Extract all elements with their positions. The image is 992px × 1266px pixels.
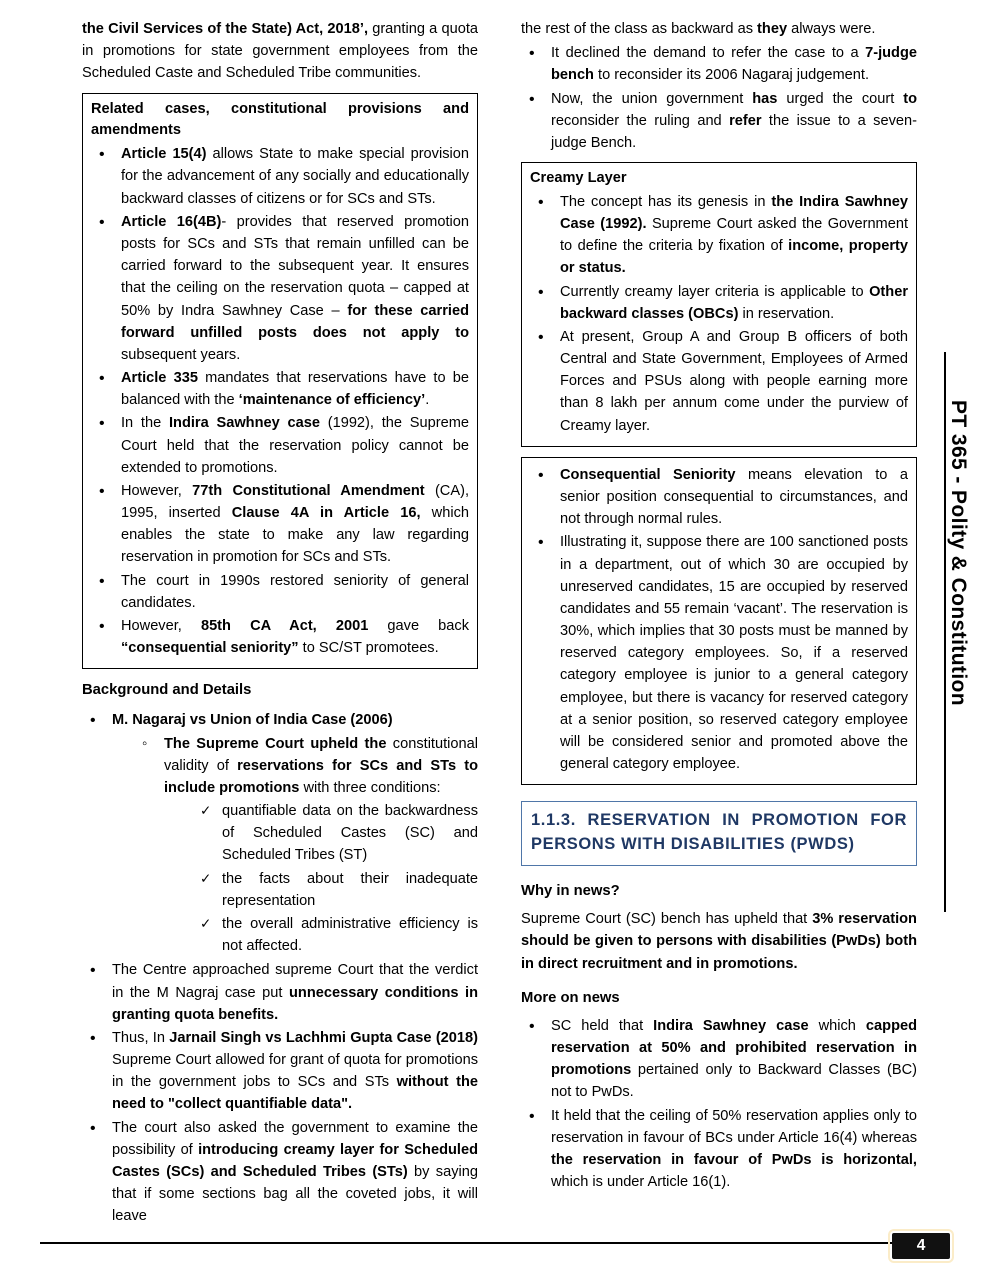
list-item xyxy=(521,1105,917,1194)
footer-rule xyxy=(40,1242,898,1244)
bullet-disc-icon xyxy=(99,480,115,504)
list-item xyxy=(521,88,917,155)
bullet-circle-icon xyxy=(142,733,158,756)
bullet-disc-icon xyxy=(99,615,115,639)
list-item xyxy=(192,800,478,867)
bullet-disc-icon xyxy=(99,412,115,436)
continued-paragraph-left: the Civil Services of the State) Act, 2018’, granting a quota in promotions for state government employees from the Scheduled Caste and Scheduled Tribe communities. xyxy=(82,21,478,82)
list-item-text: quantifiable data on the backwardness of Scheduled Castes (SC) and Scheduled Tribes (ST) xyxy=(222,803,478,864)
list-item xyxy=(91,480,469,569)
bullet-disc-icon xyxy=(538,191,554,215)
list-item xyxy=(91,412,469,479)
right-column xyxy=(521,18,917,1195)
list-item-text: Currently creamy layer criteria is applicable to Other backward classes (OBCs) in reservation. xyxy=(560,283,908,322)
bullet-disc-icon xyxy=(90,959,106,983)
why-in-news-body: Supreme Court (SC) bench has upheld that 3% reservation should be given to persons with disabilities (PwDs) both in direct recruitment and in promotions. xyxy=(521,911,917,972)
consequential-seniority-list xyxy=(530,464,908,775)
creamy-layer-box xyxy=(521,162,917,447)
background-list xyxy=(82,709,478,1227)
list-item-text: The concept has its genesis in the Indira Sawhney Case (1992). Supreme Court asked the Government to define the criteria by fixation of income, property or status. xyxy=(560,193,908,277)
background-heading: Background and Details xyxy=(82,682,252,699)
list-item xyxy=(192,868,478,912)
bullet-disc-icon xyxy=(529,88,545,112)
related-cases-box xyxy=(82,93,478,670)
related-cases-box-title: Related cases, constitutional provisions and amendments xyxy=(91,100,469,139)
list-item-text: It declined the demand to refer the case to a 7-judge bench to reconsider its 2006 Nagaraj judgement. xyxy=(551,45,917,84)
top-list-right xyxy=(521,42,917,154)
list-item xyxy=(192,913,478,957)
list-item xyxy=(530,281,908,325)
page-number-badge xyxy=(888,1229,954,1263)
list-item-text: M. Nagaraj vs Union of India Case (2006) xyxy=(112,712,393,729)
list-item-text: Consequential Seniority means elevation to a senior position consequential to circumstances, and not through normal rules. xyxy=(560,466,909,528)
more-on-news-list xyxy=(521,1015,917,1193)
bullet-disc-icon xyxy=(529,1015,545,1039)
bullet-disc-icon xyxy=(538,281,554,305)
left-column xyxy=(82,18,478,1229)
sidebar-label: PT 365 - Polity & Constitution xyxy=(947,400,970,707)
list-item xyxy=(82,1027,478,1116)
bullet-disc-icon xyxy=(90,709,106,733)
list-item-text: However, 85th CA Act, 2001 gave back “consequential seniority” to SC/ST promotees. xyxy=(121,617,469,657)
bullet-disc-icon xyxy=(529,1105,545,1129)
list-item-text: Article 335 mandates that reservations have to be balanced with the ‘maintenance of efficiency’. xyxy=(121,370,469,409)
section-number: 1.1.3. xyxy=(531,811,576,830)
list-item xyxy=(530,464,908,531)
checkmark-icon xyxy=(200,868,216,890)
list-item-text: Article 16(4B)- provides that reserved promotion posts for SCs and STs that remain unfilled can be carried forward to the subsequent year. It ensures that the ceiling on the reservation quota – capped at 50% by Indra Sawhney Case – for these carried forward unfilled posts does not apply to subsequent years. xyxy=(121,213,469,363)
bullet-disc-icon xyxy=(99,367,115,391)
bullet-disc-icon xyxy=(538,531,554,555)
two-column-body xyxy=(82,18,918,1229)
bullet-disc-icon xyxy=(90,1117,106,1141)
three-conditions-list xyxy=(164,800,478,957)
nagaraj-sublist xyxy=(112,733,478,958)
more-on-news-heading: More on news xyxy=(521,989,620,1006)
list-item-text: The court in 1990s restored seniority of general candidates. xyxy=(121,572,469,611)
list-item xyxy=(91,367,469,411)
continued-paragraph-right: the rest of the class as backward as they always were. xyxy=(521,21,876,37)
list-item xyxy=(530,191,908,280)
list-item xyxy=(82,1117,478,1228)
page-number-value: 4 xyxy=(892,1233,950,1259)
list-item xyxy=(91,615,469,659)
list-item xyxy=(91,143,469,210)
why-in-news-heading: Why in news? xyxy=(521,883,620,900)
list-item-text: At present, Group A and Group B officers of both Central and State Government, Employees of Armed Forces and PSUs along with people earning more than 8 lakh per annum come under the purview of Creamy layer. xyxy=(560,328,908,434)
list-item-text: Thus, In Jarnail Singh vs Lachhmi Gupta Case (2018) Supreme Court allowed for grant of quota for promotions in the government jobs to SCs and STs without the need to "collect quantifiable data". xyxy=(112,1029,479,1113)
list-item xyxy=(521,42,917,86)
list-item-text: Now, the union government has urged the court to reconsider the ruling and refer the issue to a seven-judge Bench. xyxy=(551,90,917,151)
list-item xyxy=(91,570,469,614)
bullet-disc-icon xyxy=(538,326,554,350)
list-item-text: The court also asked the government to examine the possibility of introducing creamy layer for Scheduled Castes (SCs) and Scheduled Tribes (STs) by saying that if some sections bag all the coveted jobs, it will leave xyxy=(112,1119,478,1225)
list-item-text: Article 15(4) allows State to make special provision for the advancement of any socially and educationally backward classes of citizens or for SCs and STs. xyxy=(121,146,469,207)
bullet-disc-icon xyxy=(529,42,545,66)
list-item xyxy=(82,959,478,1026)
list-item xyxy=(521,1015,917,1104)
bullet-disc-icon xyxy=(90,1027,106,1051)
list-item-text: In the Indira Sawhney case (1992), the Supreme Court held that the reservation policy cannot be extended to promotions. xyxy=(121,415,469,476)
list-item-text: Illustrating it, suppose there are 100 sanctioned posts in a department, out of which 30 are occupied by unreserved candidates, 15 are occupied by reserved candidates and 55 remain ‘vacant’. The reservation is 30%, which implies that 30 posts must be manned by reserved category employees. So, if a reserved category employee is junior to a general category employee, but there is vacancy for reserved category at a senior position, so reserved category employee will be considered senior and promoted above the general category employee. xyxy=(560,534,908,773)
list-item xyxy=(134,733,478,958)
bullet-disc-icon xyxy=(99,143,115,167)
list-item-text: the facts about their inadequate representation xyxy=(222,870,478,909)
bullet-disc-icon xyxy=(99,211,115,235)
creamy-layer-box-title: Creamy Layer xyxy=(530,170,627,187)
creamy-layer-list xyxy=(530,191,908,437)
list-item-text: It held that the ceiling of 50% reservation applies only to reservation in favour of BCs under Article 16(4) whereas the reservation in favour of PwDs is horizontal, which is under Article 16(1). xyxy=(551,1107,917,1191)
checkmark-icon xyxy=(200,800,216,822)
list-item-text: However, 77th Constitutional Amendment (CA), 1995, inserted Clause 4A in Article 16, which enables the state to make any law regarding reservation in promotion for SCs and STs. xyxy=(121,482,469,566)
list-item xyxy=(91,211,469,366)
list-item-text: The Supreme Court upheld the constitutional validity of reservations for SCs and STs to include promotions with three conditions: xyxy=(164,735,478,796)
bullet-disc-icon xyxy=(538,464,554,488)
section-title: RESERVATION IN PROMOTION FOR PERSONS WITH DISABILITIES (PWDS) xyxy=(531,811,907,853)
checkmark-icon xyxy=(200,913,216,935)
list-item xyxy=(530,531,908,775)
bullet-disc-icon xyxy=(99,570,115,594)
consequential-seniority-box xyxy=(521,457,917,785)
list-item xyxy=(82,709,478,957)
list-item-text: The Centre approached supreme Court that the verdict in the M Nagraj case put unnecessary conditions in granting quota benefits. xyxy=(112,962,479,1023)
related-cases-list xyxy=(91,143,469,659)
list-item-text: the overall administrative efficiency is not affected. xyxy=(222,915,478,955)
section-heading xyxy=(521,801,917,866)
list-item xyxy=(530,326,908,437)
list-item-text: SC held that Indira Sawhney case which capped reservation at 50% and prohibited reservation in promotions pertained only to Backward Classes (BC) not to PwDs. xyxy=(551,1017,918,1101)
